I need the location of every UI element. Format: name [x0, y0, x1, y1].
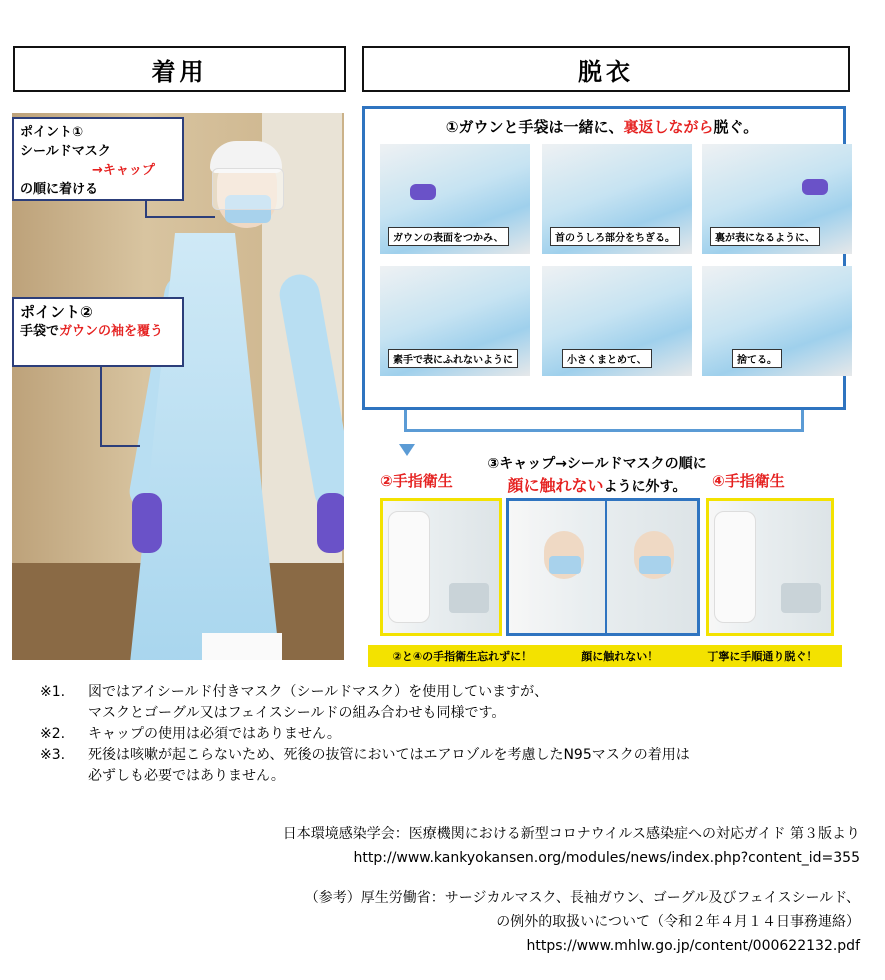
reference-2-subtitle: の例外的取扱いについて（令和２年４月１４日事務連絡）	[496, 914, 860, 930]
step1-title: ①ガウンと手袋は一緒に、裏返しながら脱ぐ。	[445, 118, 759, 136]
hand-hygiene-4: ④手指衛生	[712, 472, 785, 490]
point2-callout	[12, 297, 184, 367]
caption-5: 小さくまとめて、	[562, 349, 652, 368]
reminder-bar	[368, 645, 842, 667]
reference-1-url[interactable]: http://www.kankyokansen.org/modules/news/index.php?content_id=355	[353, 850, 860, 866]
reference-2-title: （参考）厚生労働省：サージカルマスク、長袖ガウン、ゴーグル及びフェイスシールド、	[304, 890, 860, 906]
reference-1	[40, 822, 860, 870]
note-3: ※3. 死後は咳嗽が起こらないため、死後の抜管においてはエアロゾルを考慮したN95マスクの着用は 必ずしも必要ではありません。	[40, 747, 690, 784]
handwash-photo-2	[380, 498, 502, 636]
reference-2	[40, 886, 860, 958]
note-2: ※2. キャップの使用は必須ではありません。	[40, 726, 341, 742]
step-photo-3	[702, 144, 852, 254]
reminder-3: 丁寧に手順通り脱ぐ！	[707, 650, 818, 663]
caption-6: 捨てる。	[732, 349, 782, 368]
step-photo-5	[542, 266, 692, 376]
face-shield	[212, 168, 284, 210]
donning-header: 着用	[13, 46, 346, 92]
point1-line3: の順に着ける	[20, 182, 99, 197]
reminder-2: 顔に触れない！	[581, 650, 659, 663]
reference-2-url[interactable]: https://www.mhlw.go.jp/content/000622132.pdf	[526, 938, 860, 954]
reminder-1: ②と④の手指衛生忘れずに！	[392, 650, 533, 663]
point2-title: ポイント②	[20, 303, 93, 321]
hand-hygiene-2: ②手指衛生	[380, 472, 453, 490]
caption-4: 素手で表にふれないように	[388, 349, 518, 368]
note-1: ※1. 図ではアイシールド付きマスク（シールドマスク）を使用していますが、 マスクとゴーグル又はフェイスシールドの組み合わせも同様です。	[40, 684, 549, 721]
point2-text: 手袋で	[20, 324, 60, 339]
point1-line1: シールドマスク	[20, 144, 111, 159]
handwash-photo-4	[706, 498, 834, 636]
point1-callout	[12, 117, 184, 201]
reference-1-title: 日本環境感染学会：医療機関における新型コロナウイルス感染症への対応ガイド 第３版より	[282, 826, 860, 842]
remove-cap-mask-photo	[506, 498, 700, 636]
doffing-header: 脱衣	[362, 46, 850, 92]
caption-1: ガウンの表面をつかみ、	[388, 227, 509, 246]
notes	[40, 682, 870, 787]
step-photo-1	[380, 144, 530, 254]
doffing-panel	[360, 104, 850, 664]
point1-line2: →キャップ	[92, 163, 155, 178]
glove-left	[132, 493, 162, 553]
flow-arrow	[404, 410, 804, 432]
step3-text: ③キャップ→シールドマスクの順に 顔に触れないように外す。	[487, 456, 707, 495]
step-photo-6	[702, 266, 852, 376]
step-photo-2	[542, 144, 692, 254]
point1-title: ポイント①	[20, 125, 84, 140]
caption-3: 裏が表になるように、	[710, 227, 820, 246]
glove-right	[317, 493, 344, 553]
step-photo-4	[380, 266, 530, 376]
arrow-head-icon	[399, 444, 415, 456]
caption-2: 首のうしろ部分をちぎる。	[550, 227, 680, 246]
point2-red-text: ガウンの袖を覆う	[59, 324, 164, 339]
